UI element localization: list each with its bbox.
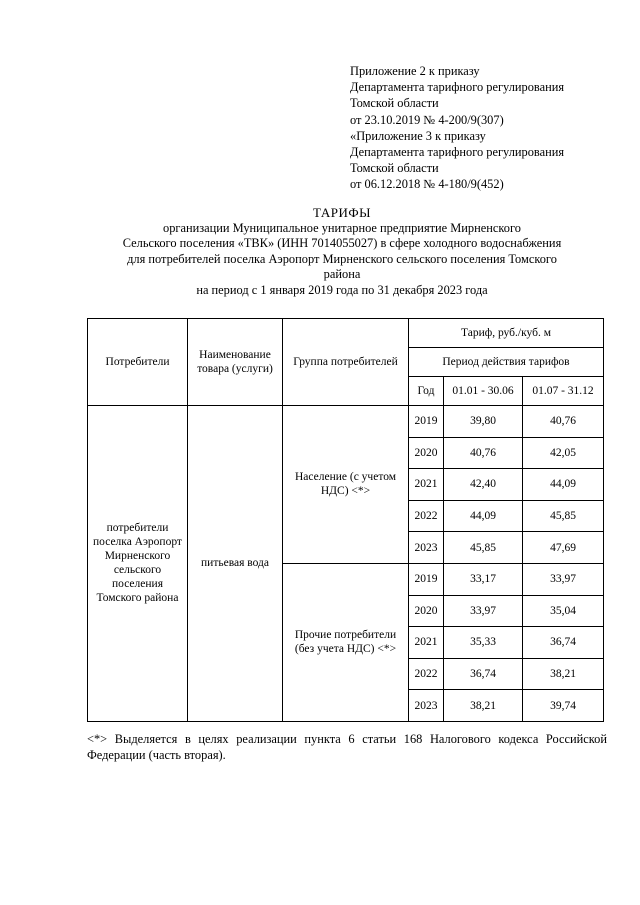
consumer-cell: потребители поселка Аэропорт Мирненского сельского поселения Томского района (88, 406, 188, 722)
tariff-h1-cell: 44,09 (444, 500, 523, 532)
header-product: Наименование товара (услуги) (188, 319, 283, 406)
year-cell: 2023 (409, 532, 444, 564)
appendix-line: «Приложение 3 к приказу (350, 128, 486, 143)
appendix-line: Томской области (350, 161, 439, 176)
appendix-line: Департамента тарифного регулирования (350, 145, 565, 160)
tariff-h1-cell: 33,97 (444, 595, 523, 627)
tariff-h1-cell: 45,85 (444, 532, 523, 564)
appendix-block (350, 63, 564, 193)
group-cell: Население (с учетом НДС) <*> (283, 406, 409, 564)
header-tariff: Тариф, руб./куб. м (409, 319, 604, 348)
header-consumers: Потребители (88, 319, 188, 406)
tariff-h2-cell: 45,85 (523, 500, 604, 532)
title-heading: ТАРИФЫ (313, 205, 371, 220)
group-cell: Прочие потребители (без учета НДС) <*> (283, 563, 409, 721)
header-half1: 01.01 - 30.06 (444, 377, 523, 406)
appendix-line: Департамента тарифного регулирования (350, 80, 565, 95)
appendix-line: от 23.10.2019 № 4-200/9(307) (350, 112, 504, 127)
year-cell: 2021 (409, 469, 444, 501)
year-cell: 2023 (409, 690, 444, 722)
header-year: Год (409, 377, 444, 406)
year-cell: 2020 (409, 595, 444, 627)
tariff-h1-cell: 39,80 (444, 406, 523, 438)
product-cell: питьевая вода (188, 406, 283, 722)
tariff-h2-cell: 33,97 (523, 563, 604, 595)
appendix-line: от 06.12.2018 № 4-180/9(452) (350, 177, 504, 192)
tariff-h2-cell: 42,05 (523, 437, 604, 469)
tariff-h2-cell: 38,21 (523, 658, 604, 690)
year-cell: 2019 (409, 563, 444, 595)
title-line: организации Муниципальное унитарное предприятие Мирненского (163, 220, 521, 235)
title-line: района (323, 267, 361, 281)
header-group: Группа потребителей (283, 319, 409, 406)
appendix-line: Приложение 2 к приказу (350, 64, 480, 78)
tariff-h1-cell: 33,17 (444, 563, 523, 595)
tariff-h2-cell: 40,76 (523, 406, 604, 438)
appendix-line: Томской области (350, 96, 439, 111)
document-title (80, 205, 604, 298)
tariff-h1-cell: 40,76 (444, 437, 523, 469)
year-cell: 2021 (409, 627, 444, 659)
table-row (88, 406, 604, 438)
tariff-h2-cell: 44,09 (523, 469, 604, 501)
year-cell: 2020 (409, 437, 444, 469)
footnote: <*> Выделяется в целях реализации пункта 6 статьи 168 Налогового кодекса Российской Федерации (часть вторая). (87, 732, 607, 762)
tariff-h2-cell: 36,74 (523, 627, 604, 659)
year-cell: 2022 (409, 500, 444, 532)
year-cell: 2019 (409, 406, 444, 438)
tariff-h1-cell: 38,21 (444, 690, 523, 722)
tariff-h1-cell: 36,74 (444, 658, 523, 690)
header-period: Период действия тарифов (409, 348, 604, 377)
tariff-h2-cell: 47,69 (523, 532, 604, 564)
tariff-h2-cell: 39,74 (523, 690, 604, 722)
year-cell: 2022 (409, 658, 444, 690)
tariff-h1-cell: 42,40 (444, 469, 523, 501)
header-half2: 01.07 - 31.12 (523, 377, 604, 406)
tariff-h1-cell: 35,33 (444, 627, 523, 659)
tariff-table (87, 318, 604, 722)
tariff-h2-cell: 35,04 (523, 595, 604, 627)
title-line: для потребителей поселка Аэропорт Мирненского сельского поселения Томского (127, 251, 557, 266)
title-line: на период с 1 января 2019 года по 31 декабря 2023 года (196, 282, 488, 297)
title-line: Сельского поселения «ТВК» (ИНН 7014055027) в сфере холодного водоснабжения (122, 236, 562, 250)
